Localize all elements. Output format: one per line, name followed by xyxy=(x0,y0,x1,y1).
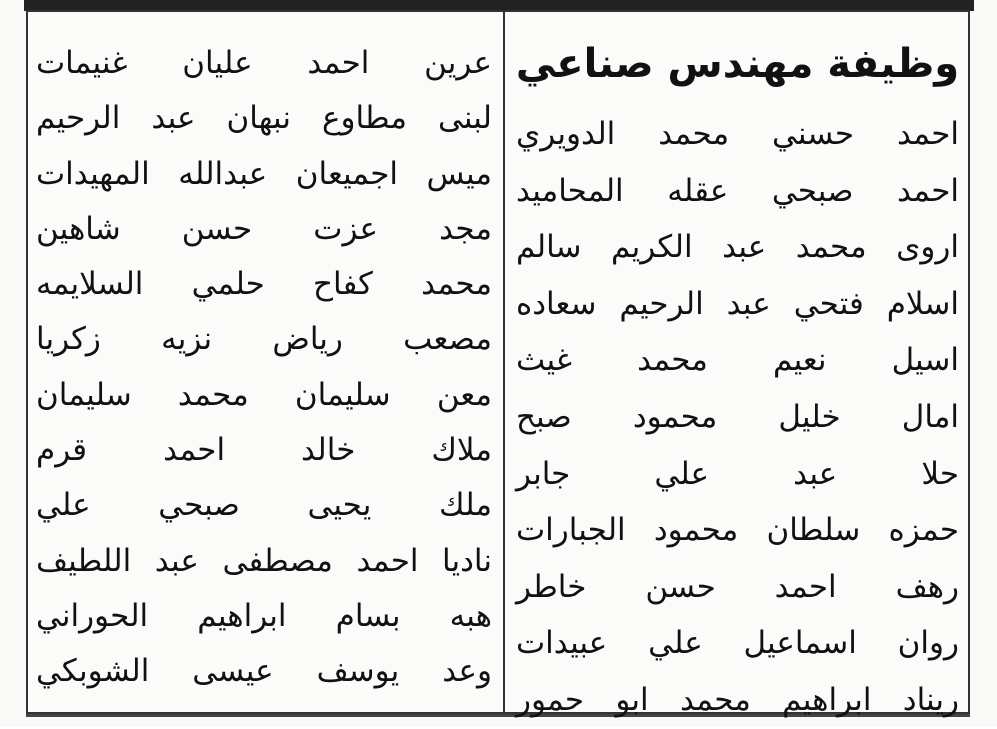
list-item: مجد عزت حسن شاهين xyxy=(36,210,492,247)
list-item: رهف احمد حسن خاطر xyxy=(516,568,959,605)
list-item: ملك يحيى صبحي علي xyxy=(36,487,492,524)
list-item: احمد حسني محمد الدويري xyxy=(516,116,959,152)
list-item: هبه بسام ابراهيم الحوراني xyxy=(36,597,492,634)
right-column xyxy=(510,22,965,729)
list-item: حمزه سلطان محمود الجبارات xyxy=(516,512,959,549)
list-item: لبنى مطاوع نبهان عبد الرحيم xyxy=(36,100,492,137)
list-item: حلا عبد علي جابر xyxy=(516,455,959,492)
list-item: مصعب رياض نزيه زكريا xyxy=(36,321,492,358)
list-item: احمد صبحي عقله المحاميد xyxy=(516,172,959,209)
list-item: ريناد ابراهيم محمد ابو حمور xyxy=(516,681,959,718)
list-item: وعد يوسف عيسى الشوبكي xyxy=(36,653,492,690)
list-item: اروى محمد عبد الكريم سالم xyxy=(516,229,959,266)
list-item: اسيل نعيم محمد غيث xyxy=(516,342,959,379)
list-item: عرين احمد عليان غنيمات xyxy=(36,45,492,81)
column-divider xyxy=(503,12,505,712)
list-item: معن سليمان محمد سليمان xyxy=(36,376,492,413)
list-item: ميس اجميعان عبدالله المهيدات xyxy=(36,155,492,192)
list-item: روان اسماعيل علي عبيدات xyxy=(516,625,959,662)
list-item: ملاك خالد احمد قرم xyxy=(36,432,492,469)
job-title-heading: وظيفة مهندس صناعي xyxy=(515,41,960,87)
list-item: اسلام فتحي عبد الرحيم سعاده xyxy=(516,285,959,322)
list-item: ناديا احمد مصطفى عبد اللطيف xyxy=(36,542,492,579)
left-column xyxy=(30,36,498,700)
list-item: محمد كفاح حلمي السلايمه xyxy=(36,266,492,303)
list-item: امال خليل محمود صبح xyxy=(516,398,959,435)
